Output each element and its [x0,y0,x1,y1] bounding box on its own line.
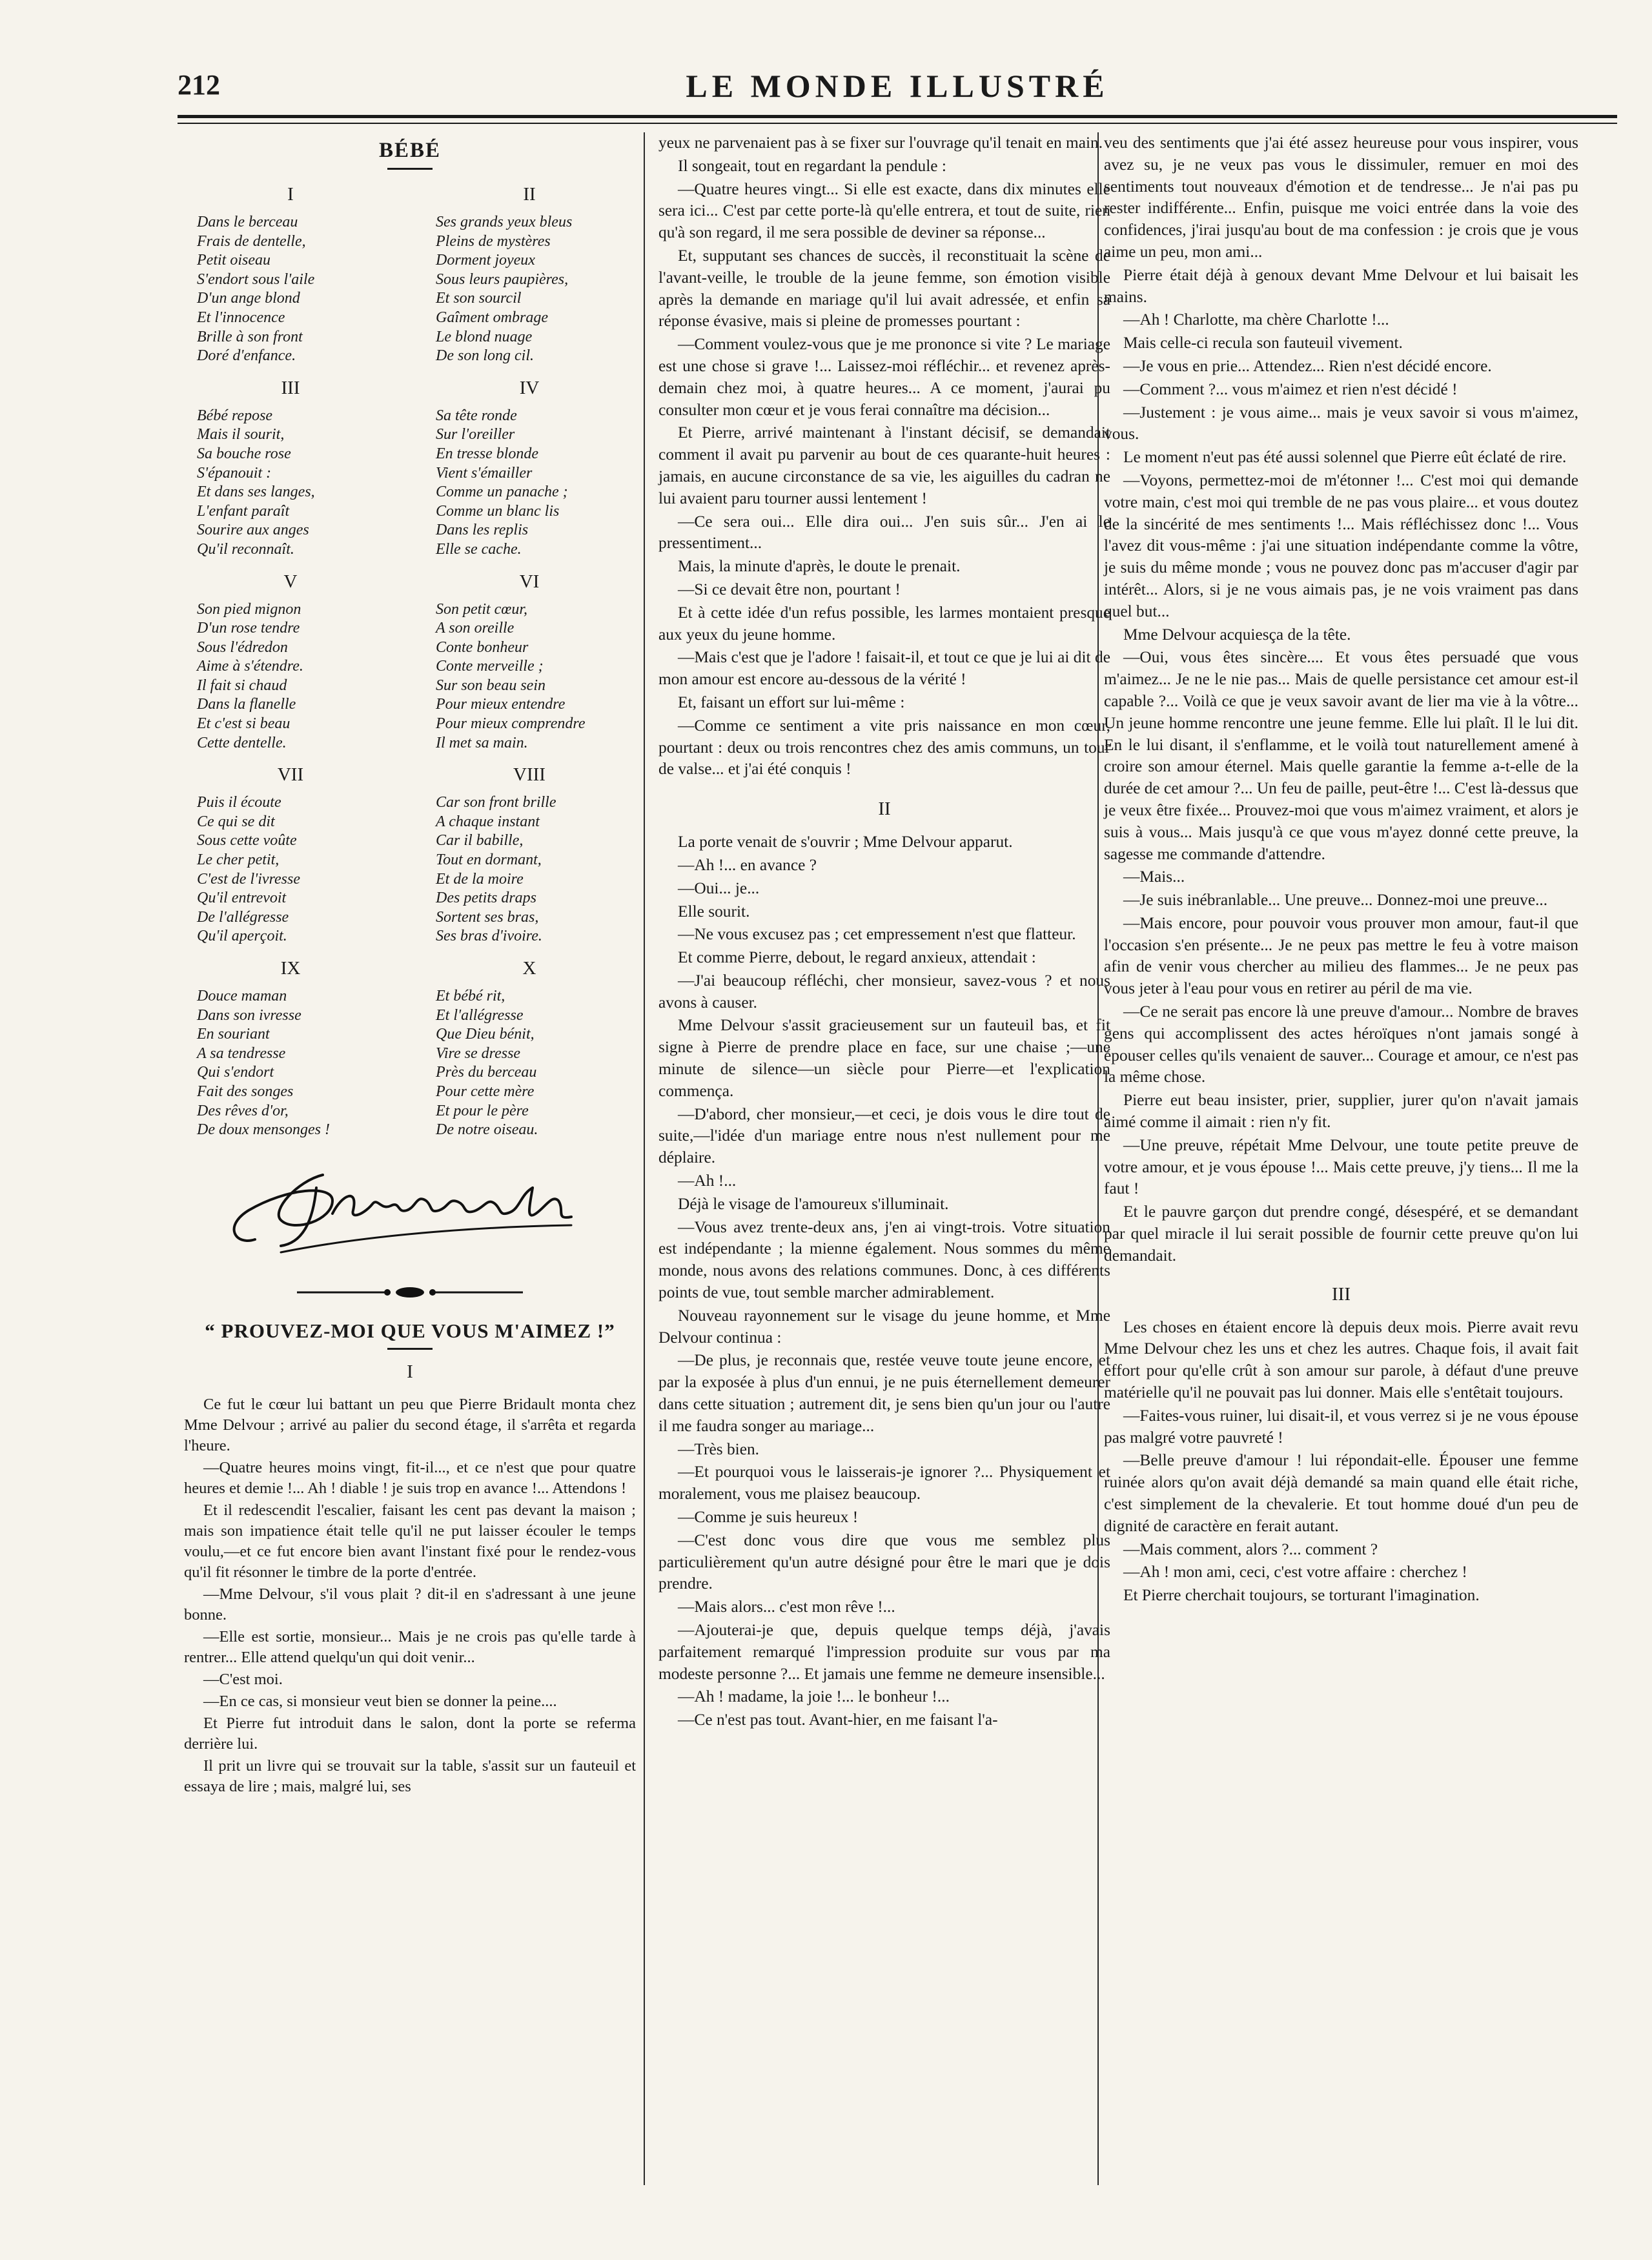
paragraph: Et Pierre, arrivé maintenant à l'instant décisif, se demandait comment il avait pu parvenir au bout de ces quarante-huit heures : jamais, en aucune circonstance de sa vie, les aiguilles du cadran ne lui avaient paru tourner aussi lentement ! [658,423,1110,507]
poem-line: Conte merveille ; [436,658,544,675]
poem-line: De l'allégresse [197,908,289,926]
paragraph: —Je vous en prie... Attendez... Rien n'est décidé encore. [1123,356,1492,375]
paragraph: —D'abord, cher monsieur,—et ceci, je dois vous le dire tout de suite,—l'idée d'un mariage entre nous n'est nullement pour me déplaire. [658,1105,1110,1167]
poem-line: Pleins de mystères [436,232,551,250]
poem-line: Pour cette mère [436,1083,535,1100]
header-rule [178,115,1617,118]
paragraph: —Elle est sortie, monsieur... Mais je ne crois pas qu'elle tarde à rentrer... Elle attend quelqu'un qui doit venir... [184,1627,636,1666]
poem-line: Son petit cœur, [436,600,527,618]
story-text [1104,1317,1578,1607]
paragraph: Les choses en étaient encore là depuis deux mois. Pierre avait revu Mme Delvour chez les uns et chez les autres. Chaque fois, il avait fait effort pour qu'elle crût à son amour sur parole, à défaut d'une preuve matérielle qu'il ne pouvait pas lui donner. Mais elle s'entêtait toujours. [1104,1318,1578,1402]
poem-line: Ses grands yeux bleus [436,214,573,230]
poem-body [184,181,636,1140]
poem-line: Cette dentelle. [197,734,287,751]
poem-line: Frais de dentelle, [197,232,306,250]
section-ornament [184,1279,636,1305]
poem-line: Dorment joyeux [436,252,535,269]
paragraph: —Ah ! madame, la joie !... le bonheur !... [678,1687,950,1706]
poem-line: Et pour le père [436,1102,529,1119]
paragraph: Mais, la minute d'après, le doute le prenait. [678,557,961,576]
poem-line: Aime à s'étendre. [197,658,303,675]
poem-line: L'enfant paraît [197,502,290,520]
stanza [184,955,397,1140]
poem-line: Son pied mignon [197,600,301,618]
signature-image [184,1149,636,1265]
page-number: 212 [178,69,220,101]
paragraph: Et, supputant ses chances de succès, il reconstituait la scène de l'avant-veille, le trouble de la jeune femme, son émotion visible après la demande en mariage qu'il lui avait adressée, et enfin sa réponse évasive, mais si pleine de promesses pourtant : [658,246,1110,331]
poem-line: Dans la flanelle [197,696,296,713]
paragraph: Pierre eut beau insister, prier, supplier, jurer qu'on n'avait jamais aimé comme il aimait : rien n'y fit. [1104,1091,1578,1132]
paragraph: Et le pauvre garçon dut prendre congé, désespéré, et se demandant par quel miracle il lui serait possible de fournir cette preuve qu'on lui demandait. [1104,1203,1578,1265]
paragraph: —Mais encore, pour pouvoir vous prouver mon amour, faut-il que l'occasion s'en présente... Je ne peux pas mettre le feu à votre maison afin de venir vous chercher au milieu des flammes... Je ne peux pas vous jeter à l'eau pour vous en retirer au péril de ma vie. [1104,913,1578,998]
paragraph: yeux ne parvenaient pas à se fixer sur l'ouvrage qu'il tenait en main. [658,134,1103,152]
poem-line: A son oreille [436,620,515,637]
stanza-number: VI [519,571,540,592]
poem-line: Pour mieux entendre [436,696,566,713]
poem-line: Qui s'endort [197,1064,274,1081]
poem-line: A chaque instant [436,813,540,830]
stanza-number: X [522,958,536,979]
paragraph: —Mais alors... c'est mon rêve !... [678,1598,895,1616]
poem-line: Et c'est si beau [197,715,291,733]
paragraph: —Une preuve, répétait Mme Delvour, une toute petite preuve de votre amour, et je vous épouse !... Mais cette preuve, j'y tiens... Il me la faut ! [1104,1135,1578,1198]
paragraph: —Ce n'est pas tout. Avant-hier, en me faisant l'a- [678,1711,998,1729]
poem-line: Qu'il reconnaît. [197,540,294,558]
section-number: III [1332,1283,1351,1305]
paragraph: —Ah ! Charlotte, ma chère Charlotte !... [1123,310,1389,329]
paragraph: —Je suis inébranlable... Une preuve... Donnez-moi une preuve... [1123,891,1548,910]
poem-line: Sur son beau sein [436,677,546,694]
paragraph: —Mais comment, alors ?... comment ? [1123,1540,1378,1558]
paragraph: Mme Delvour s'assit gracieusement sur un fauteuil bas, et fit signe à Pierre de prendre place en face, sur une chaise ;—une minute de silence—un siècle pour Pierre—et l'explication commença. [658,1016,1110,1100]
paragraph: Elle sourit. [678,902,750,921]
poem-line: Sous l'édredon [197,638,288,656]
paragraph: Et Pierre fut introduit dans le salon, dont la porte se referma derrière lui. [184,1714,636,1753]
poem-line: Petit oiseau [197,252,270,269]
stanza-row [184,569,636,753]
poem-title: BÉBÉ [378,139,442,162]
paragraph: Mais celle-ci recula son fauteuil vivement. [1123,334,1403,352]
poem-line: S'épanouit : [197,464,272,482]
paragraph: —C'est moi. [203,1670,283,1688]
stanza [423,375,636,560]
paragraph: Mme Delvour acquiesça de la tête. [1123,625,1351,644]
poem-line: Des rêves d'or, [197,1102,289,1119]
paragraph: —Si ce devait être non, pourtant ! [678,580,901,598]
stanza [423,569,636,753]
paragraph: —Justement : je vous aime... mais je veux savoir si vous m'aimez, vous. [1104,403,1578,443]
poem-line: Pour mieux comprendre [436,715,586,733]
paragraph: —En ce cas, si monsieur veut bien se donner la peine.... [203,1692,557,1710]
poem-line: Dans le berceau [197,214,298,230]
poem-line: Sous cette voûte [197,832,297,850]
poem-line: Il fait si chaud [197,677,287,694]
poem-line: Gaîment ombrage [436,309,548,326]
poem-line: Et l'innocence [197,309,285,326]
poem-line: Comme un blanc lis [436,502,560,520]
ornament-flourish [184,1279,636,1305]
poem-line: Il met sa main. [436,734,528,751]
paragraph: —C'est donc vous dire que vous me semblez plus particulièrement qu'un autre désigné pour être le mari que je dois prendre. [658,1531,1110,1593]
stanza [184,181,397,366]
column-divider [644,132,645,2185]
paragraph: —De plus, je reconnais que, restée veuve toute jeune encore, et par la exposée à plus d'un ennui, je ne puis éternellement demeurer dans cette situation ; autrement dit, je sens bien qu'un jour ou l'autre il me faudra songer au mariage... [658,1351,1110,1435]
section-number: I [407,1361,413,1382]
paragraph: —Ajouterai-je que, depuis quelque temps déjà, j'avais parfaitement remarqué l'impression produite sur vous par ma modeste personne ?... Et jamais une femme ne demeure insensible... [658,1621,1110,1683]
poem-line: A sa tendresse [197,1044,286,1062]
poem-line: Comme un panache ; [436,484,568,501]
stanza [184,762,397,946]
story-text [658,132,1110,780]
paragraph: —Belle preuve d'amour ! lui répondait-elle. Épouser une femme ruinée alors qu'on avait déjà demandé sa main quand elle était riche, c'est simplement de la chevalerie. Et tout homme doué d'un peu de dignité de caractère en ferait autant. [1104,1451,1578,1535]
poem-line: Fait des songes [197,1083,294,1100]
poem-line: S'endort sous l'aile [197,270,315,288]
poem-line: Sortent ses bras, [436,908,539,926]
poem-line: Qu'il entrevoit [197,890,287,907]
stanza [184,375,397,560]
poem-line: De son long cil. [436,347,534,365]
story-text [184,1394,636,1797]
poem-line: Et l'allégresse [436,1006,524,1024]
stanza [423,762,636,946]
story-text [1104,132,1578,1267]
paragraph: —Ah !... en avance ? [678,855,817,874]
poem-line: Et bébé rit, [436,988,505,1004]
poem-line: Sur l'oreiller [436,426,515,443]
poem-line: Sous leurs paupières, [436,270,569,288]
paragraph: —Et pourquoi vous le laisserais-je ignorer ?... Physiquement et moralement, vous me plaisez beaucoup. [658,1463,1110,1503]
poem-line: En tresse blonde [436,445,539,462]
poem-line: C'est de l'ivresse [197,870,301,888]
paragraph: Déjà le visage de l'amoureux s'illuminait. [678,1194,949,1213]
poem-line: Vient s'émailler [436,464,533,482]
column-2 [658,132,1110,2185]
paragraph: Le moment n'eut pas été aussi solennel que Pierre eût éclaté de rire. [1123,448,1567,467]
poem-line: Bébé repose [197,407,273,424]
paragraph: —Voyons, permettez-moi de m'étonner !... C'est moi qui demande votre main, c'est moi qui tremble de ne pas vous plaire... et vous doutez de la sincérité de mes sentiments !... Mais réfléchissez donc !... Vous l'avez dit vous-même : j'ai une situation indépendante comme la vôtre, je suis du même monde ; vous ne pouvez donc pas m'accuser d'agir par intérêt... Alors, si je ne vous aimais pas, je ne vois vraiment pas dans quel but... [1104,471,1578,620]
section-number: II [878,799,891,820]
poem-line: Le blond nuage [436,328,533,345]
newspaper-title: LE MONDE ILLUSTRÉ [686,68,1109,104]
paragraph: —Comment voulez-vous que je me prononce si vite ? Le mariage est une chose si grave !... Laissez-moi réfléchir... et revenez après-demain chez moi, à quatre heures... A ce moment, j'aurai pu consulter mon cœur et je vous ferai connaître ma décision... [658,335,1110,419]
poem-line: Sourire aux anges [197,522,309,539]
paragraph: Pierre était déjà à genoux devant Mme Delvour et lui baisait les mains. [1104,265,1578,306]
poem-line: Car son front brille [436,794,556,811]
stanza-number: I [287,184,294,205]
poem-line: Car il babille, [436,832,524,850]
paragraph: —Quatre heures vingt... Si elle est exacte, dans dix minutes elle sera ici... C'est par cette porte-là qu'elle entrera, et tout de suite, rien qu'à son regard, il me sera possible de deviner sa réponse... [658,179,1110,242]
paragraph: —Ne vous excusez pas ; cet empressement n'est que flatteur. [678,925,1076,944]
paragraph: —Comment ?... vous m'aimez et rien n'est décidé ! [1123,380,1458,398]
paragraph: Nouveau rayonnement sur le visage du jeune homme, et Mme Delvour continua : [658,1306,1110,1347]
stanza-number: IX [280,958,301,979]
paragraph: —Mais... [1123,868,1185,886]
header-rule-thin [178,123,1617,124]
paragraph: —Oui... je... [678,879,760,897]
stanza-number: VII [277,764,304,786]
poem-line: En souriant [197,1026,270,1043]
paragraph: —Mais c'est que je l'adore ! faisait-il, et tout ce que je lui ai dit de mon amour est encore au-dessous de la vérité ! [658,648,1110,689]
poem-line: Ce qui se dit [197,813,275,830]
poem-line: De notre oiseau. [436,1121,538,1139]
stanza-number: III [281,377,300,398]
paragraph: La porte venait de s'ouvrir ; Mme Delvour apparut. [678,833,1013,851]
poem-line: Douce maman [197,988,287,1004]
stanza-row [184,375,636,560]
poem-line: Ses bras d'ivoire. [436,928,542,945]
stanza-row [184,955,636,1140]
paragraph: —Mme Delvour, s'il vous plait ? dit-il en s'adressant à une jeune bonne. [184,1585,636,1624]
stanza-number: IV [519,377,540,398]
author-signature [184,1149,636,1265]
paragraph: Il prit un livre qui se trouvait sur la table, s'assit sur un fauteuil et essaya de lire ; mais, malgré lui, ses [184,1756,636,1795]
paragraph: Et il redescendit l'escalier, faisant les cent pas devant la maison ; mais son impatience était telle qu'il ne put laisser écouler le temps voulu,—et ce fut encore bien avant l'instant fixé pour le rendez-vous qu'il fit résonner le timbre de la porte d'entrée. [184,1501,636,1581]
poem-line: Elle se cache. [436,540,522,558]
paragraph: —Ah !... [678,1172,737,1190]
poem-line: Près du berceau [436,1064,537,1081]
stanza [184,569,397,753]
title-rule [387,168,433,170]
poem-line: Et son sourcil [436,290,522,307]
column-3 [1104,132,1578,1608]
paragraph: —Ce ne serait pas encore là une preuve d'amour... Nombre de braves gens qui accomplissent des actes héroïques n'ont jamais songé à épouser celles qu'ils venaient de sauver... Courage et amour, ce n'est pas la même chose. [1104,1003,1578,1086]
poem-line: Qu'il aperçoit. [197,928,287,945]
stanza [423,955,636,1140]
stanza-row [184,762,636,946]
poem-line: Mais il sourit, [197,426,285,443]
stanza-number: V [283,571,298,592]
paragraph: —Faites-vous ruiner, lui disait-il, et vous verrez si je ne vous épouse pas malgré votre pauvreté ! [1104,1406,1578,1447]
poem-line: Que Dieu bénit, [436,1026,535,1043]
poem-line: Le cher petit, [197,851,280,869]
poem-line: D'un rose tendre [197,620,300,637]
poem-line: Des petits draps [436,890,536,907]
poem-line: Doré d'enfance. [197,347,296,365]
paragraph: —Oui, vous êtes sincère.... Et vous êtes persuadé que vous m'aimez... Je ne le nie pas... Mais de quelle persistance cet amour est-il capable ?... Voilà ce que je veux savoir avant de lier ma vie à la vôtre... Un jeune homme rencontre une jeune femme. Elle lui plaît. Il le lui dit. En le lui disant, il s'enflamme, et le voilà tout naturellement amené à croire son amour éternel. Mais quelle garantie la femme a-t-elle de la durée de cet amour ?... Un feu de paille, peut-être !... C'est là-dessus que je veux être fixée... Prouvez-moi que vous m'aimez vraiment, et alors je suis à vous... Mais jusqu'à ce que vous m'ayez donné cette preuve, la sagesse me commande d'attendre. [1104,648,1578,863]
paragraph: Il songeait, tout en regardant la pendule : [678,156,946,175]
poem-line: De doux mensonges ! [197,1121,330,1139]
poem-line: Sa bouche rose [197,445,291,462]
poem-line: Sa tête ronde [436,407,517,424]
story-text [658,831,1110,1731]
page-header [178,65,1617,110]
stanza-row [184,181,636,366]
column-1 [184,132,636,1798]
paragraph: —Très bien. [678,1440,760,1458]
paragraph: —Quatre heures moins vingt, fit-il..., et ce n'est que pour quatre heures et demie !... Ah ! diable ! je suis trop en avance !... Attendons ! [184,1458,636,1497]
paragraph: Ce fut le cœur lui battant un peu que Pierre Bridault monta chez Mme Delvour ; arrivé au palier du second étage, il s'arrêta et regarda l'heure. [184,1395,636,1454]
stanza [423,181,636,366]
poem-line: Dans son ivresse [197,1006,301,1024]
poem-line: Et dans ses langes, [197,484,315,501]
stanza-number: VIII [513,764,546,786]
poem-line: Puis il écoute [197,794,281,811]
paragraph: Et Pierre cherchait toujours, se torturant l'imagination. [1123,1586,1480,1605]
poem-line: Dans les replis [436,522,529,539]
paragraph: —Ah ! mon ami, ceci, c'est votre affaire : cherchez ! [1123,1563,1467,1582]
paragraph: Et à cette idée d'un refus possible, les larmes montaient presque aux yeux du jeune homme. [658,603,1110,644]
poem-line: Conte bonheur [436,638,529,656]
poem-line: D'un ange blond [197,290,300,307]
poem-line: Brille à son front [197,328,303,345]
poem-line: Tout en dormant, [436,851,542,869]
story-title: “ PROUVEZ-MOI QUE VOUS M'AIMEZ !” [205,1319,615,1342]
poem-line: Vire se dresse [436,1044,521,1062]
paragraph: —J'ai beaucoup réfléchi, cher monsieur, savez-vous ? et nous avons à causer. [658,971,1110,1012]
stanza-number: II [523,184,536,205]
paragraph: —Vous avez trente-deux ans, j'en ai vingt-trois. Votre situation est indépendante ; la mienne également. Nous sommes du même monde, nous avons des relations communes. Donc, à ces différents points de vue, tout semble marcher admirablement. [658,1217,1110,1302]
paragraph: Et, faisant un effort sur lui-même : [678,693,905,711]
paragraph: —Comme je suis heureux ! [678,1508,859,1527]
paragraph: —Comme ce sentiment a vite pris naissance en mon cœur, pourtant : deux ou trois rencontres chez des amis communs, un tour de valse... et j'ai été conquis ! [658,716,1110,779]
poem-line: Et de la moire [436,870,524,888]
paragraph: veu des sentiments que j'ai été assez heureuse pour vous inspirer, vous avez su, je ne veux pas vous le dissimuler, remuer en moi des sentiments tout nouveaux d'émotion et de tendresse... Je n'ai pas pu rester indifférente... Enfin, puisque me voici entrée dans la voie des confidences, j'irai jusqu'au bout de ma confession : je crois que je vous aime un peu, mon ami... [1104,134,1578,261]
paragraph: —Ce sera oui... Elle dira oui... J'en suis sûr... J'en ai le pressentiment... [658,512,1110,553]
title-rule [387,1348,433,1350]
paragraph: Et comme Pierre, debout, le regard anxieux, attendait : [678,948,1036,967]
